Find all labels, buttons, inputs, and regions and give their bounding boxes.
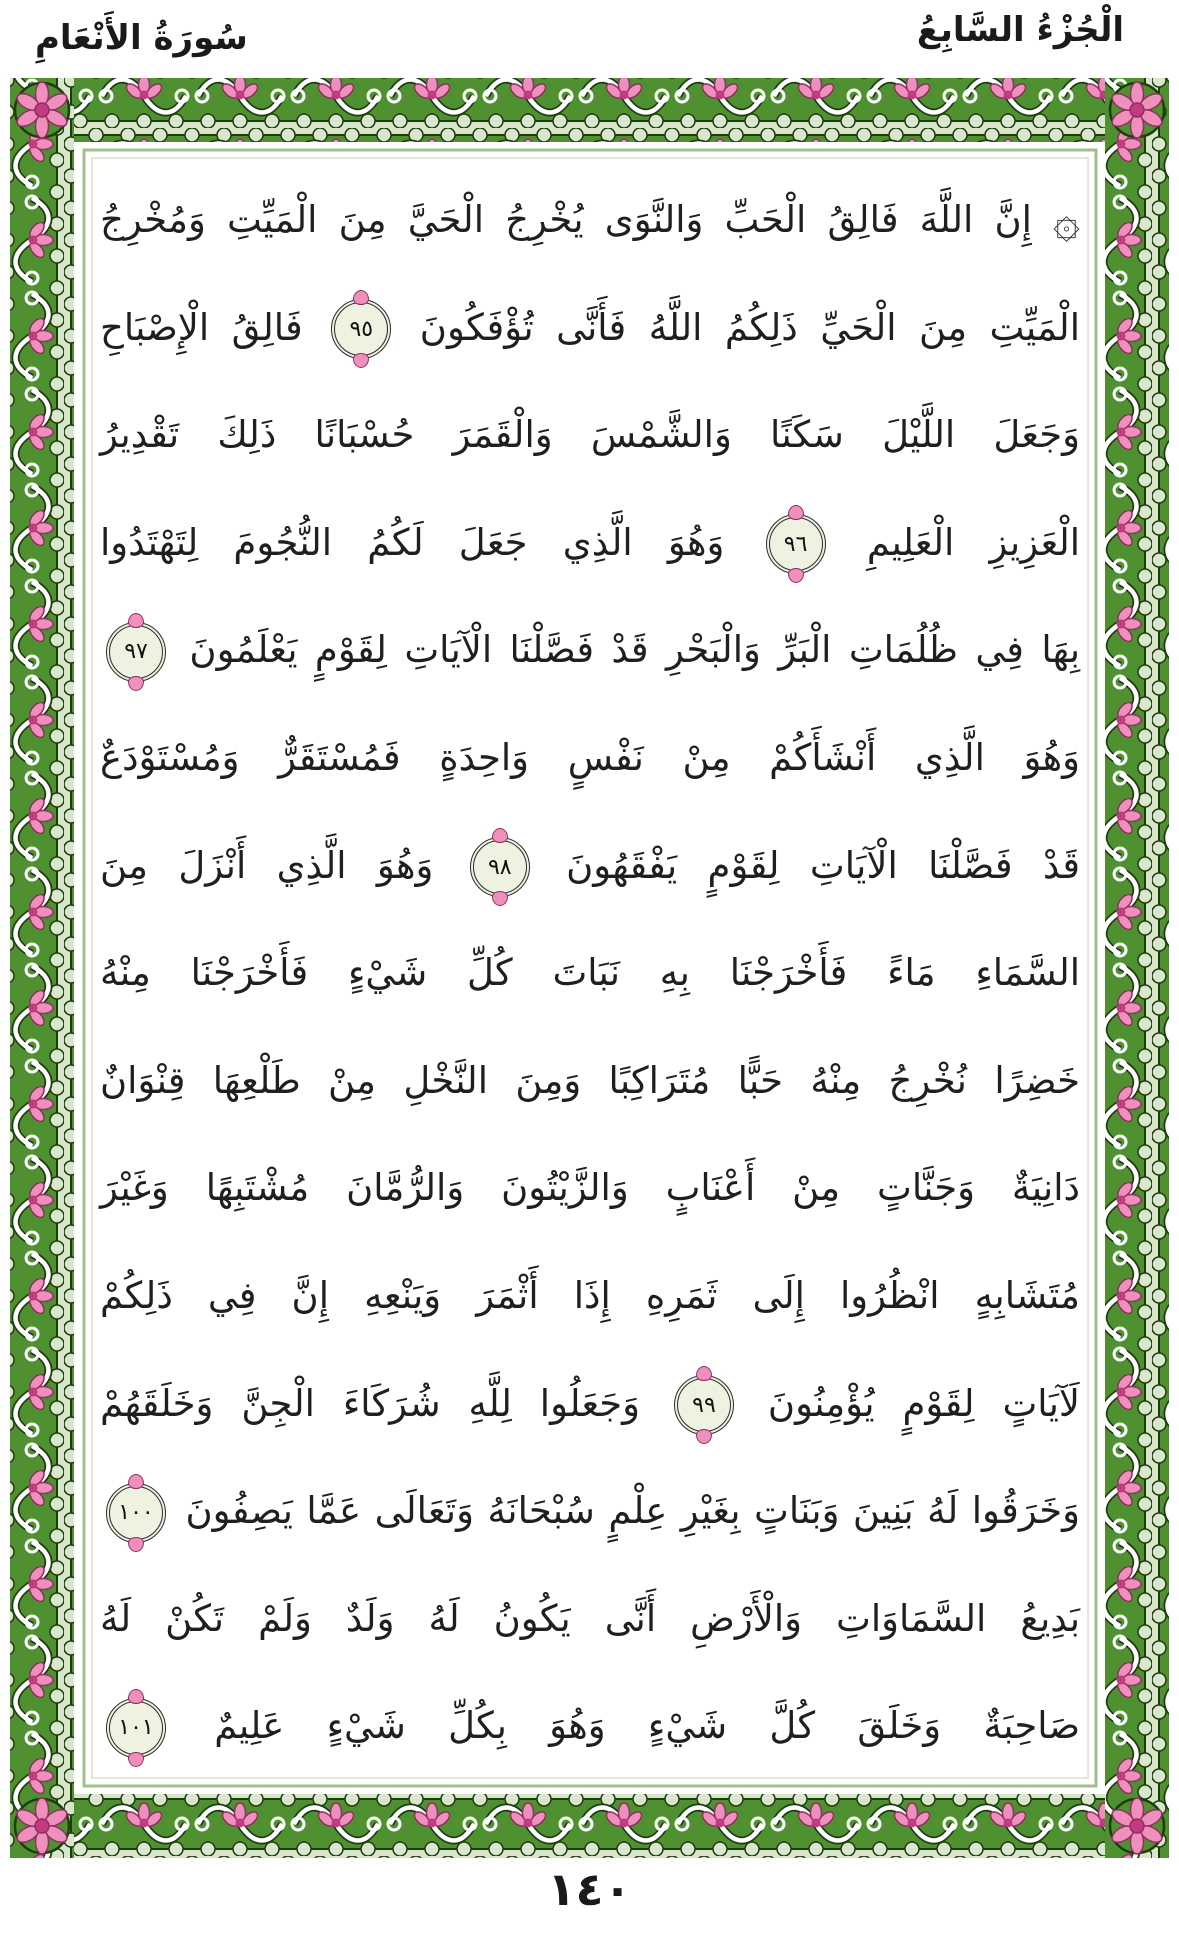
quran-line [100, 812, 1080, 920]
verse-text: بَدِيعُ السَّمَاوَاتِ وَالْأَرْضِ أَنَّى يَكُونُ لَهُ وَلَدٌ وَلَمْ تَكُنْ لَهُ [100, 1596, 1080, 1640]
verse-text: فَالِقُ الْإِصْبَاحِ [100, 305, 303, 349]
medallion-flower-icon [353, 353, 369, 368]
medallion-flower-icon [696, 1366, 712, 1381]
verse-text: الْمَيِّتِ مِنَ الْحَيِّ ذَلِكُمُ اللَّهُ فَأَنَّى تُؤْفَكُونَ [419, 305, 1080, 349]
quran-line [100, 166, 1080, 274]
verse-text: لَآيَاتٍ لِقَوْمٍ يُؤْمِنُونَ [767, 1381, 1080, 1425]
border-right-band [1105, 78, 1169, 1858]
verse-text: وَجَعَلُوا لِلَّهِ شُرَكَاءَ الْجِنَّ وَخَلَقَهُمْ [100, 1381, 641, 1425]
verse-text: دَانِيَةٌ وَجَنَّاتٍ مِنْ أَعْنَابٍ وَالزَّيْتُونَ وَالرُّمَّانَ مُشْتَبِهًا وَغَيْرَ [100, 1166, 1080, 1210]
verse-text: صَاحِبَةٌ وَخَلَقَ كُلَّ شَيْءٍ وَهُوَ بِكُلِّ شَيْءٍ عَلِيمٌ [214, 1704, 1080, 1748]
medallion-flower-icon [492, 828, 508, 843]
quran-line [100, 1027, 1080, 1135]
verse-number: ٩٨ [487, 854, 512, 880]
verse-number-medallion [106, 622, 166, 682]
verse-number-medallion [766, 514, 826, 574]
quran-line [100, 1242, 1080, 1350]
verse-text: وَهُوَ الَّذِي أَنْشَأَكُمْ مِنْ نَفْسٍ وَاحِدَةٍ فَمُسْتَقَرٌّ وَمُسْتَوْدَعٌ [100, 735, 1080, 779]
verse-number: ٩٩ [692, 1392, 716, 1418]
verse-text: السَّمَاءِ مَاءً فَأَخْرَجْنَا بِهِ نَبَاتَ كُلِّ شَيْءٍ فَأَخْرَجْنَا مِنْهُ [100, 951, 1080, 995]
medallion-flower-icon [353, 290, 369, 305]
quran-line [100, 1350, 1080, 1458]
border-bottom-band [10, 1794, 1169, 1858]
quran-line [100, 381, 1080, 489]
quran-line [100, 1565, 1080, 1673]
quran-line [100, 704, 1080, 812]
corner-flower-icon [14, 82, 69, 138]
medallion-flower-icon [128, 1689, 144, 1704]
page-number: ١٤٠ [547, 1862, 632, 1916]
border-left-band [10, 78, 74, 1858]
medallion-flower-icon [128, 1474, 144, 1489]
verse-number-medallion [331, 299, 391, 359]
verse-text: وَجَعَلَ اللَّيْلَ سَكَنًا وَالشَّمْسَ وَالْقَمَرَ حُسْبَانًا ذَلِكَ تَقْدِيرُ [100, 413, 1080, 457]
medallion-flower-icon [696, 1429, 712, 1444]
verse-number: ١٠٠ [118, 1500, 154, 1526]
verse-number-medallion [106, 1698, 166, 1758]
medallion-flower-icon [128, 613, 144, 628]
medallion-flower-icon [492, 891, 508, 906]
verse-text: بِهَا فِي ظُلُمَاتِ الْبَرِّ وَالْبَحْرِ قَدْ فَصَّلْنَا الْآيَاتِ لِقَوْمٍ يَعْلَمُونَ [189, 628, 1080, 672]
verse-text: وَهُوَ الَّذِي جَعَلَ لَكُمُ النُّجُومَ لِتَهْتَدُوا [100, 520, 725, 564]
verse-text: قَدْ فَصَّلْنَا الْآيَاتِ لِقَوْمٍ يَفْقَهُونَ [566, 843, 1081, 887]
quran-line [100, 596, 1080, 704]
verse-text: خَضِرًا نُخْرِجُ مِنْهُ حَبًّا مُتَرَاكِبًا وَمِنَ النَّخْلِ مِنْ طَلْعِهَا قِنْوَانٌ [100, 1058, 1080, 1102]
surah-label: سُورَةُ الأَنْعَامِ [35, 18, 248, 58]
rub-el-hizb-icon: ۞ [1053, 193, 1080, 248]
medallion-flower-icon [128, 676, 144, 691]
verse-text: الْعَزِيزِ الْعَلِيمِ [866, 520, 1081, 564]
quran-line [100, 1672, 1080, 1780]
verse-number-medallion [470, 837, 530, 897]
quran-line [100, 274, 1080, 382]
verse-number: ٩٦ [783, 531, 808, 557]
quran-line [100, 1457, 1080, 1565]
verse-number: ٩٧ [124, 639, 148, 665]
border-top-band [10, 78, 1169, 142]
corner-flower-icon [1109, 1798, 1164, 1854]
quran-line [100, 489, 1080, 597]
verse-number-medallion [674, 1375, 734, 1435]
verse-number: ١٠١ [118, 1715, 154, 1741]
verse-text: إِنَّ اللَّهَ فَالِقُ الْحَبِّ وَالنَّوَى يُخْرِجُ الْحَيَّ مِنَ الْمَيِّتِ وَمُخْرِجُ [100, 198, 1032, 241]
medallion-flower-icon [788, 505, 804, 520]
verse-text: وَخَرَقُوا لَهُ بَنِينَ وَبَنَاتٍ بِغَيْرِ عِلْمٍ سُبْحَانَهُ وَتَعَالَى عَمَّا يَصِفُونَ [185, 1489, 1081, 1533]
verse-text: وَهُوَ الَّذِي أَنْزَلَ مِنَ [100, 843, 434, 887]
quran-text-area [100, 166, 1080, 1782]
medallion-flower-icon [128, 1537, 144, 1552]
verse-number-medallion [106, 1483, 166, 1543]
corner-flower-icon [1109, 82, 1164, 138]
juz-label: الْجُزْءُ السَّابِعُ [916, 10, 1124, 50]
medallion-flower-icon [788, 568, 804, 583]
verse-text: مُتَشَابِهٍ انْظُرُوا إِلَى ثَمَرِهِ إِذَا أَثْمَرَ وَيَنْعِهِ إِنَّ فِي ذَلِكُمْ [100, 1273, 1080, 1317]
quran-line [100, 1134, 1080, 1242]
corner-flower-icon [14, 1798, 69, 1854]
medallion-flower-icon [128, 1752, 144, 1767]
quran-line [100, 919, 1080, 1027]
verse-number: ٩٥ [349, 316, 374, 342]
